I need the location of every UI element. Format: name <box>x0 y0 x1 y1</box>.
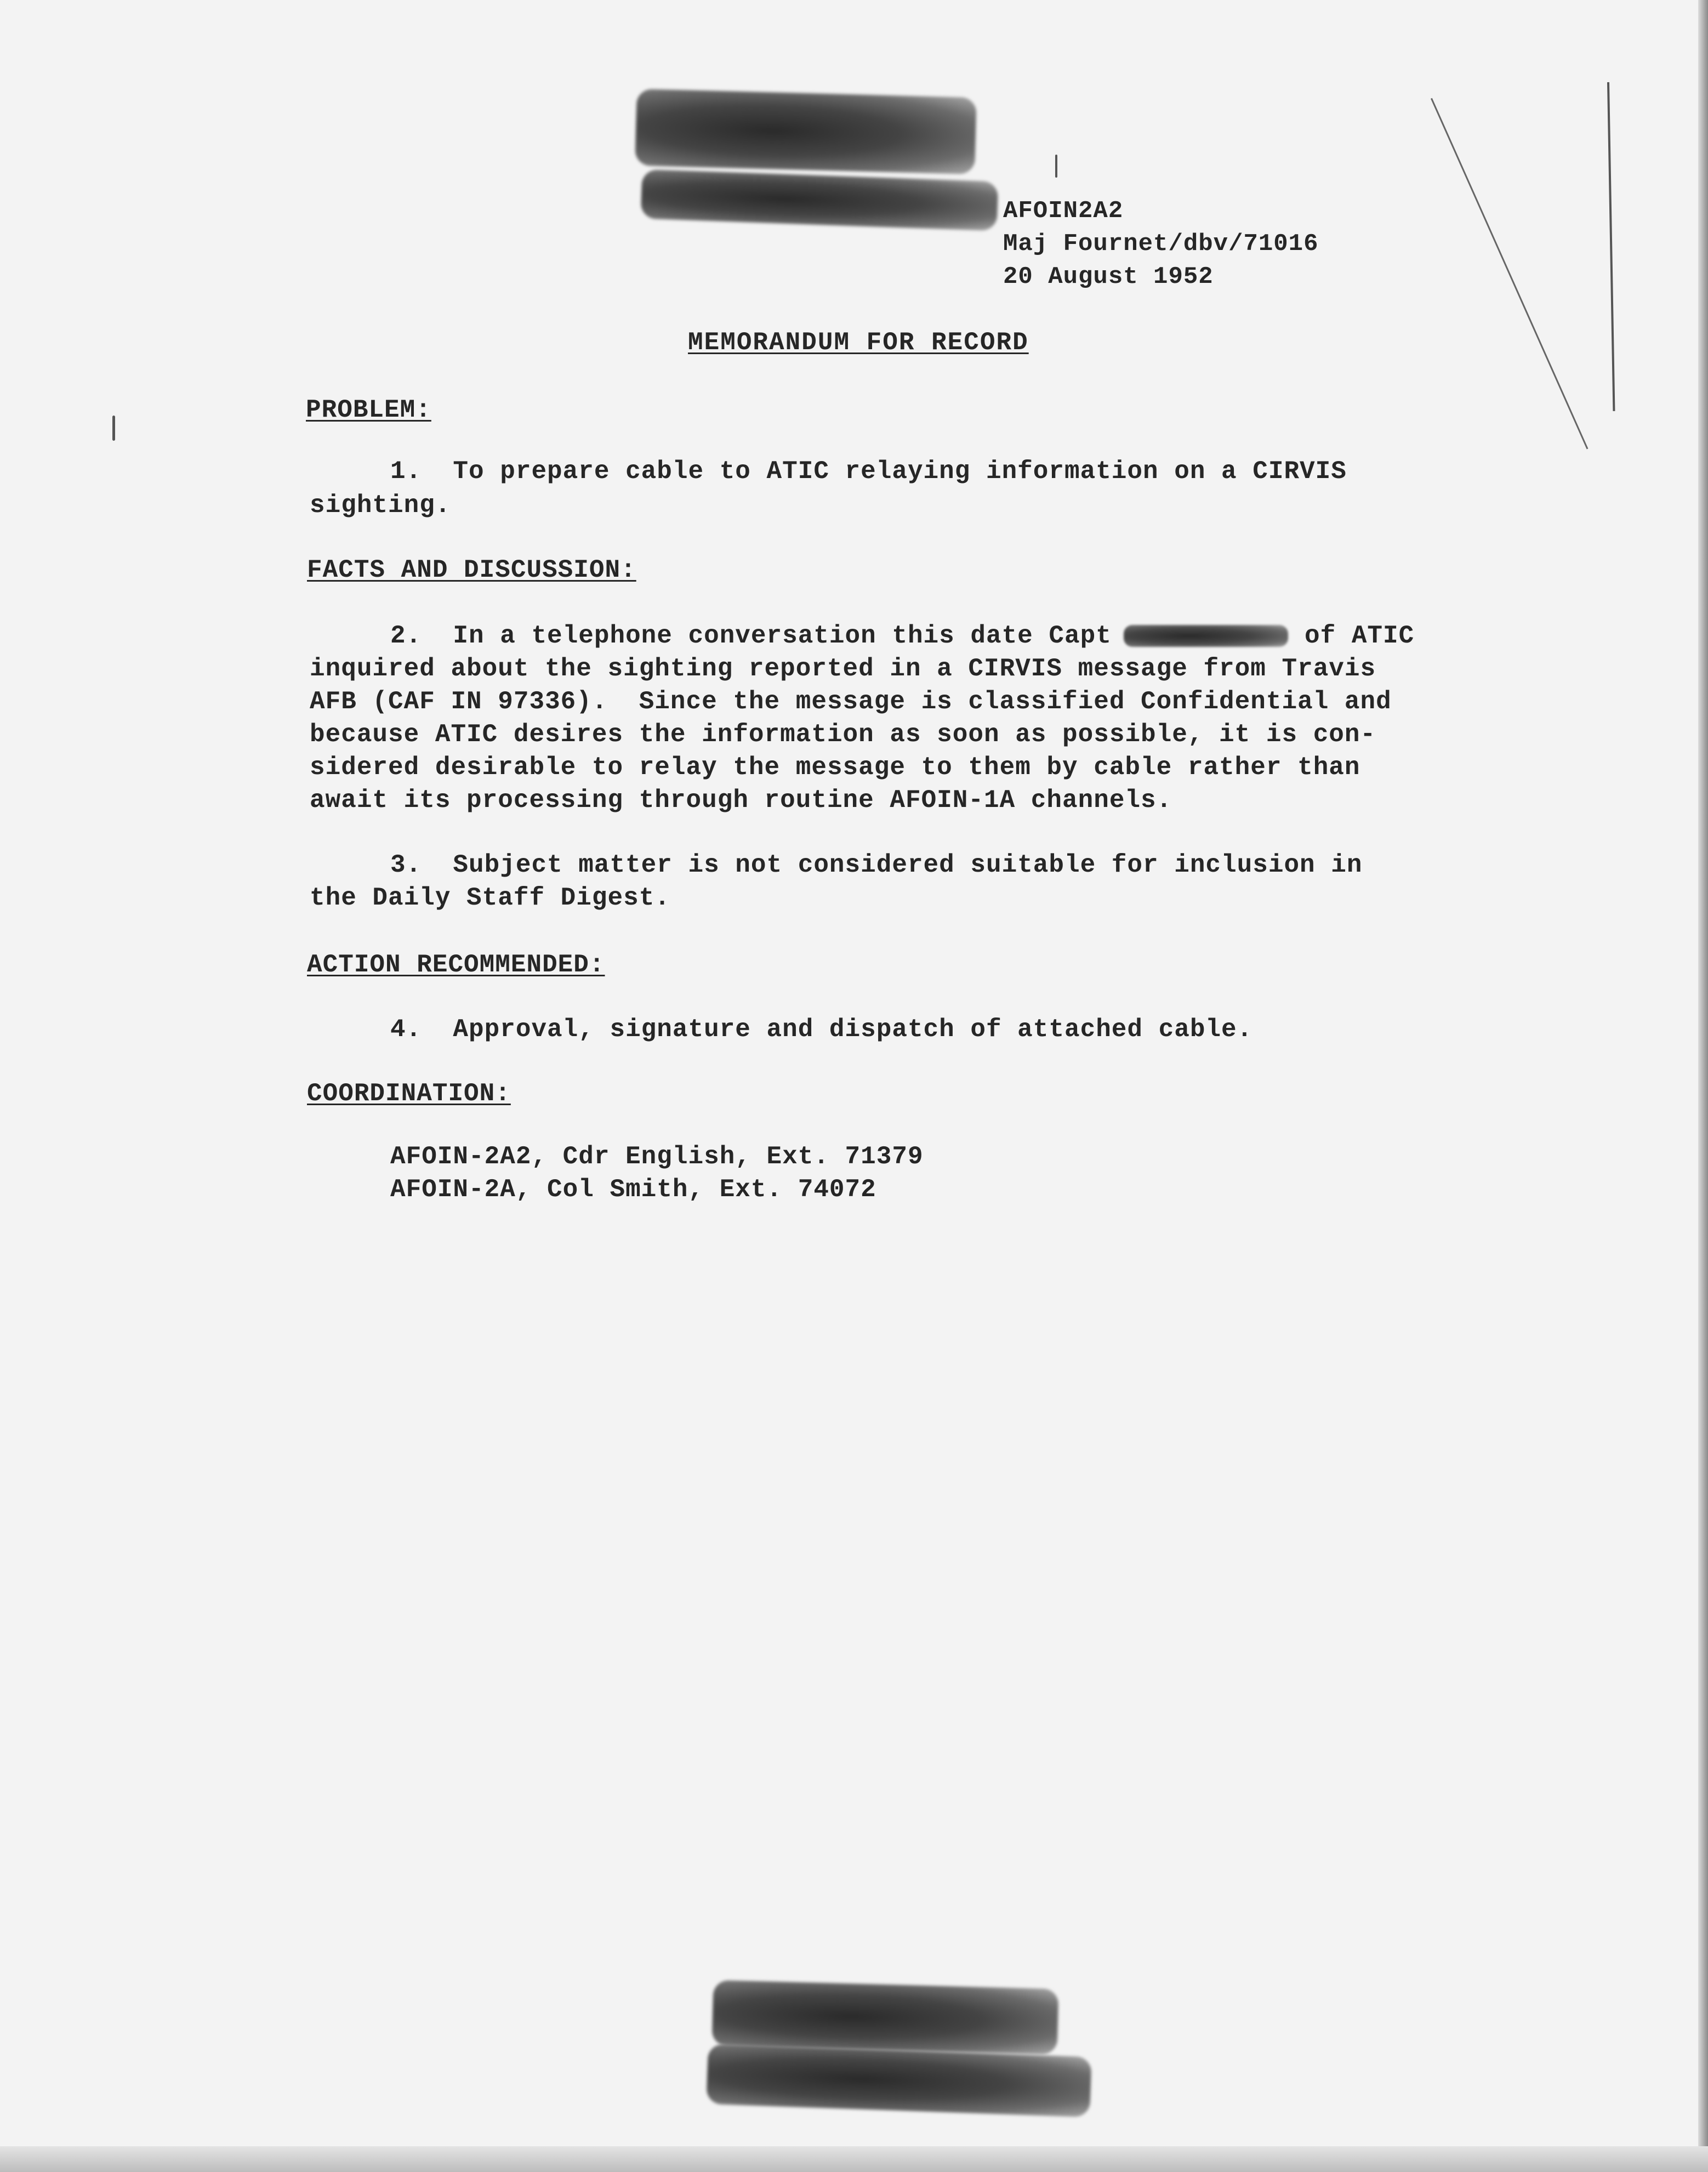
redaction-top-2 <box>641 169 999 231</box>
margin-paren-mark <box>112 416 115 441</box>
redaction-bottom-2 <box>706 2044 1091 2117</box>
coordination-heading: COORDINATION: <box>307 1079 511 1108</box>
header-paren-mark <box>1055 155 1057 178</box>
coordination-line-2: AFOIN-2A, Col Smith, Ext. 74072 <box>390 1175 876 1204</box>
redaction-top-1 <box>635 89 976 174</box>
para1-line1: 1. To prepare cable to ATIC relaying information on a CIRVIS <box>390 457 1347 486</box>
page-edge-shadow <box>1698 0 1708 2172</box>
problem-heading: PROBLEM: <box>306 396 431 424</box>
facts-heading: FACTS AND DISCUSSION: <box>307 556 636 584</box>
para2-line5: sidered desirable to relay the message to them by cable rather than <box>310 753 1360 782</box>
para3-line1: 3. Subject matter is not considered suitable for inclusion in <box>390 851 1363 879</box>
para2-line1-tail: of ATIC <box>1305 622 1415 650</box>
para4: 4. Approval, signature and dispatch of attached cable. <box>390 1015 1253 1044</box>
redaction-name <box>1124 625 1288 647</box>
date-line: 20 August 1952 <box>1003 263 1214 291</box>
page-title: MEMORANDUM FOR RECORD <box>688 328 1029 357</box>
para2-line2: inquired about the sighting reported in a CIRVIS message from Travis <box>310 655 1376 683</box>
action-heading: ACTION RECOMMENDED: <box>307 951 605 979</box>
office-symbol: AFOIN2A2 <box>1003 197 1124 225</box>
para2-line4: because ATIC desires the information as soon as possible, it is con- <box>310 720 1376 749</box>
para3-line2: the Daily Staff Digest. <box>310 884 670 912</box>
coordination-line-1: AFOIN-2A2, Cdr English, Ext. 71379 <box>390 1142 924 1171</box>
para2-line3: AFB (CAF IN 97336). Since the message is classified Confidential and <box>310 687 1392 716</box>
margin-line-right <box>1607 82 1615 411</box>
page-bottom-edge <box>0 2146 1708 2172</box>
originator-line: Maj Fournet/dbv/71016 <box>1003 230 1319 258</box>
para2-line6: await its processing through routine AFOIN-1A channels. <box>310 786 1172 815</box>
diagonal-pen-stroke <box>1431 98 1588 450</box>
para1-line2: sighting. <box>310 491 451 520</box>
redaction-bottom-1 <box>712 1980 1059 2055</box>
para2-line1: 2. In a telephone conversation this date Capt <box>390 622 1112 650</box>
